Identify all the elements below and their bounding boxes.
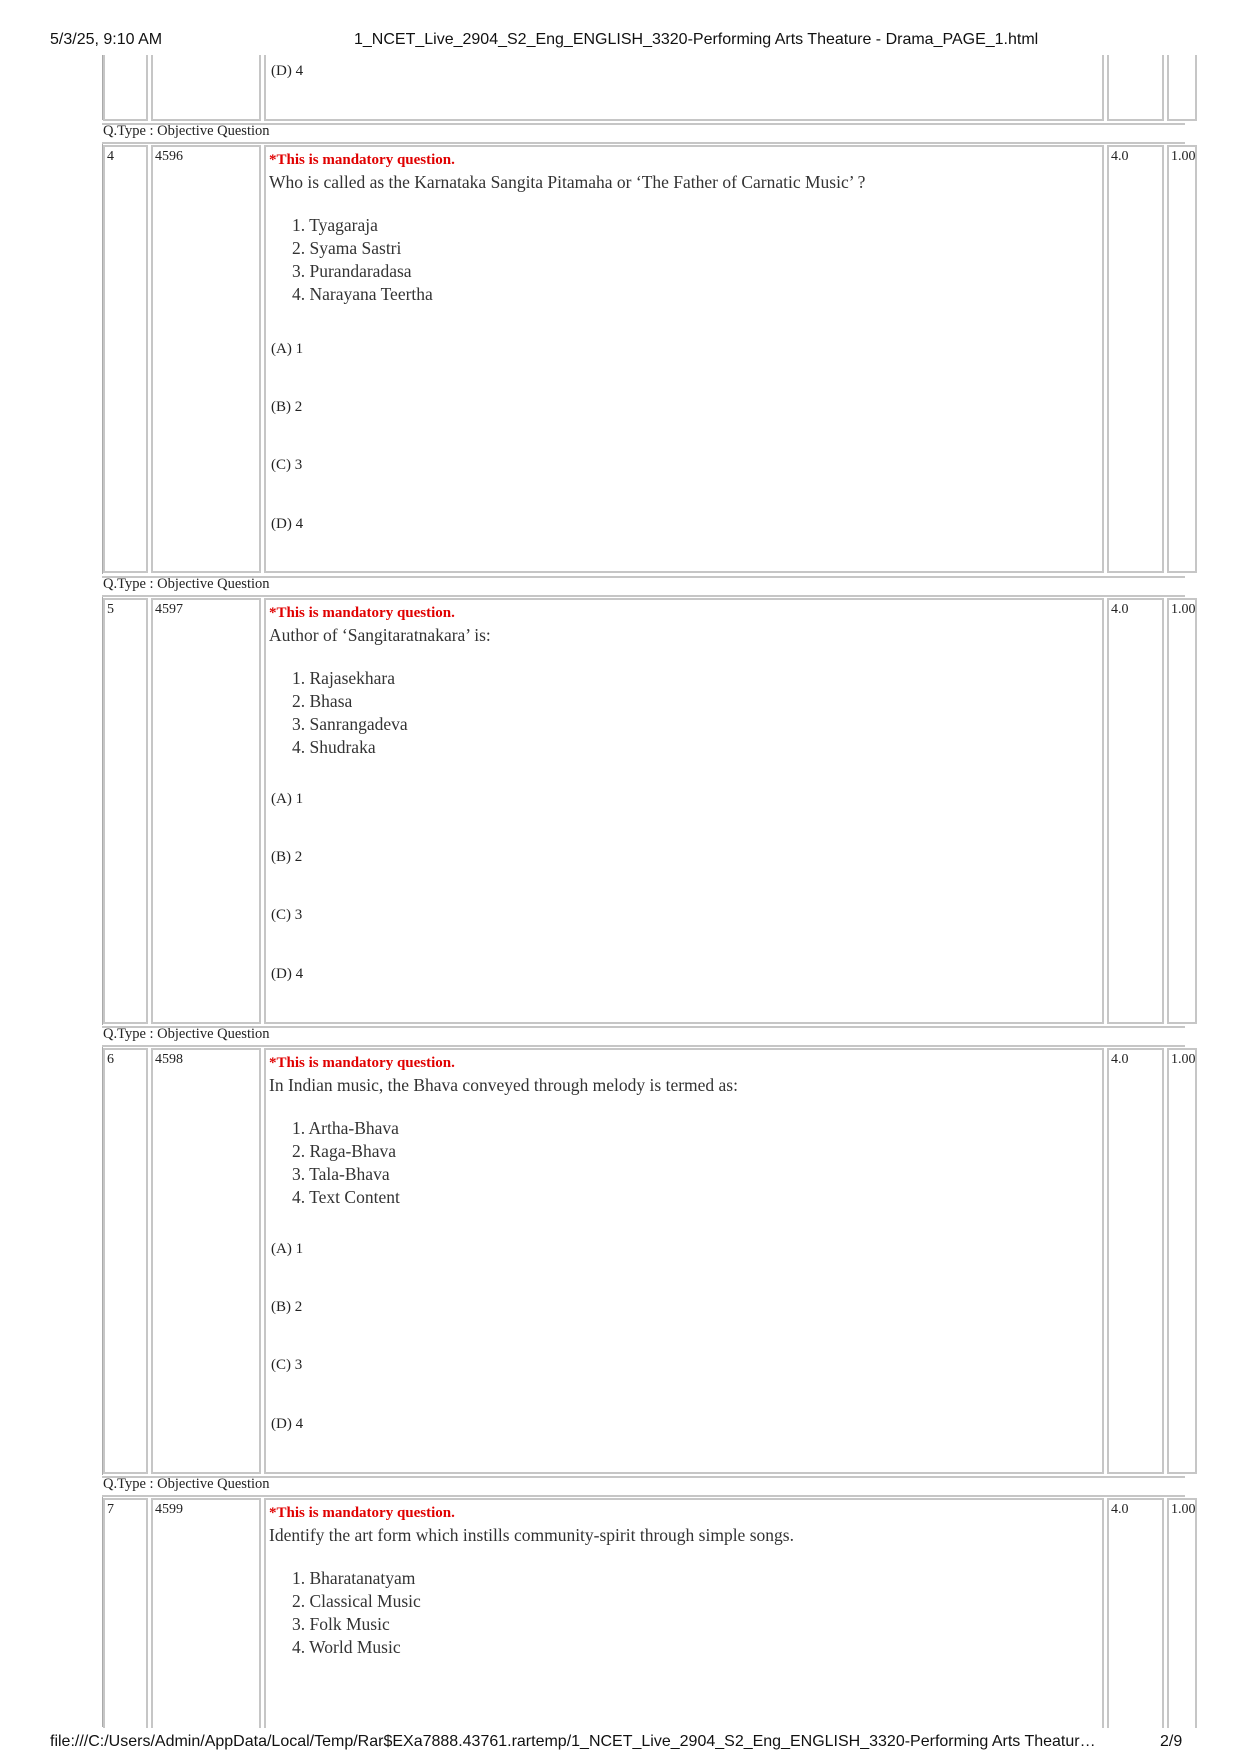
question-id: 4598 [155,1052,183,1067]
option-list [292,667,408,759]
question-id: 4597 [155,602,183,617]
cell-sno [103,1048,148,1474]
option-item: 1. Tyagaraja [292,215,378,235]
option-item: 4. Text Content [292,1187,400,1207]
cell-sno [103,1498,148,1728]
print-page-number: 2/9 [1160,1733,1183,1750]
print-doc-title: 1_NCET_Live_2904_S2_Eng_ENGLISH_3320-Performing Arts Theature - Drama_PAGE_1.html [354,31,1039,48]
cell-qid [151,1498,261,1728]
cell-neg [1167,55,1197,121]
question-text: Author of ‘Sangitaratnakara’ is: [269,625,491,645]
divider [102,142,1185,144]
cell-neg [1167,598,1197,1024]
option-item: 3. Sanrangadeva [292,714,408,734]
question-type-label: Q.Type : Objective Question [103,576,270,592]
question-text: In Indian music, the Bhava conveyed through melody is termed as: [269,1075,738,1095]
cell-sno [103,145,148,573]
answer-option: (C) 3 [271,1357,303,1373]
answer-option: (B) 2 [271,849,303,865]
option-item: 3. Folk Music [292,1614,390,1634]
answer-option: (D) 4 [271,966,304,982]
answer-option: (B) 2 [271,1299,303,1315]
negative-marks-value: 1.00 [1171,1502,1196,1517]
option-item: 1. Artha-Bhava [292,1118,399,1138]
cell-qid [151,55,261,121]
answer-option: (A) 1 [271,791,304,807]
answer-option: (D) 4 [271,1416,304,1432]
cell-qid [151,598,261,1024]
option-list [292,214,433,306]
cell-neg [1167,1498,1197,1728]
option-item: 2. Raga-Bhava [292,1141,396,1161]
divider [102,1495,1185,1497]
cell-marks [1107,598,1164,1024]
serial-number: 7 [107,1502,114,1517]
marks-value: 4.0 [1111,1502,1129,1517]
cell-sno [103,598,148,1024]
cell-question [264,145,1104,573]
cell-neg [1167,145,1197,573]
cell-question [264,55,1104,121]
negative-marks-value: 1.00 [1171,149,1196,164]
divider [102,1045,1185,1047]
option-item: 4. World Music [292,1637,401,1657]
question-text: Identify the art form which instills community-spirit through simple songs. [269,1525,794,1545]
cell-marks [1107,55,1164,121]
cell-marks [1107,1498,1164,1728]
cell-marks [1107,145,1164,573]
mandatory-note: *This is mandatory question. [269,1055,455,1071]
option-item: 4. Shudraka [292,737,376,757]
option-item: 2. Classical Music [292,1591,421,1611]
question-text: Who is called as the Karnataka Sangita Pitamaha or ‘The Father of Carnatic Music’ ? [269,172,866,192]
negative-marks-value: 1.00 [1171,1052,1196,1067]
serial-number: 4 [107,149,114,164]
question-table [102,0,1196,1754]
question-type-label: Q.Type : Objective Question [103,1026,270,1042]
print-file-path: file:///C:/Users/Admin/AppData/Local/Temp/Rar$EXa7888.43761.rartemp/1_NCET_Live_2904_S2_Eng_ENGLISH_3320-Performing Arts Theatur… [50,1733,1096,1750]
answer-option: (A) 1 [271,341,304,357]
option-item: 2. Bhasa [292,691,353,711]
negative-marks-value: 1.00 [1171,602,1196,617]
answer-option: (D) 4 [271,63,304,79]
cell-qid [151,1048,261,1474]
answer-option: (A) 1 [271,1241,304,1257]
marks-value: 4.0 [1111,602,1129,617]
answer-option: (C) 3 [271,457,303,473]
serial-number: 5 [107,602,114,617]
divider [102,595,1185,597]
option-list [292,1117,400,1209]
option-item: 3. Purandaradasa [292,261,412,281]
cell-question [264,598,1104,1024]
serial-number: 6 [107,1052,114,1067]
option-item: 1. Rajasekhara [292,668,396,688]
cell-qid [151,145,261,573]
answer-option: (D) 4 [271,516,304,532]
question-type-label: Q.Type : Objective Question [103,123,270,139]
marks-value: 4.0 [1111,149,1129,164]
mandatory-note: *This is mandatory question. [269,605,455,621]
answer-option: (B) 2 [271,399,303,415]
cell-marks [1107,1048,1164,1474]
marks-value: 4.0 [1111,1052,1129,1067]
cell-question [264,1048,1104,1474]
answer-option: (C) 3 [271,907,303,923]
option-item: 1. Bharatanatyam [292,1568,416,1588]
cell-neg [1167,1048,1197,1474]
print-datetime: 5/3/25, 9:10 AM [50,31,163,48]
question-type-label: Q.Type : Objective Question [103,1476,270,1492]
mandatory-note: *This is mandatory question. [269,1505,455,1521]
option-item: 2. Syama Sastri [292,238,402,258]
cell-sno [103,55,148,121]
option-list [292,1567,421,1659]
mandatory-note: *This is mandatory question. [269,152,455,168]
question-id: 4599 [155,1502,183,1517]
option-item: 4. Narayana Teertha [292,284,433,304]
option-item: 3. Tala-Bhava [292,1164,390,1184]
question-id: 4596 [155,149,183,164]
